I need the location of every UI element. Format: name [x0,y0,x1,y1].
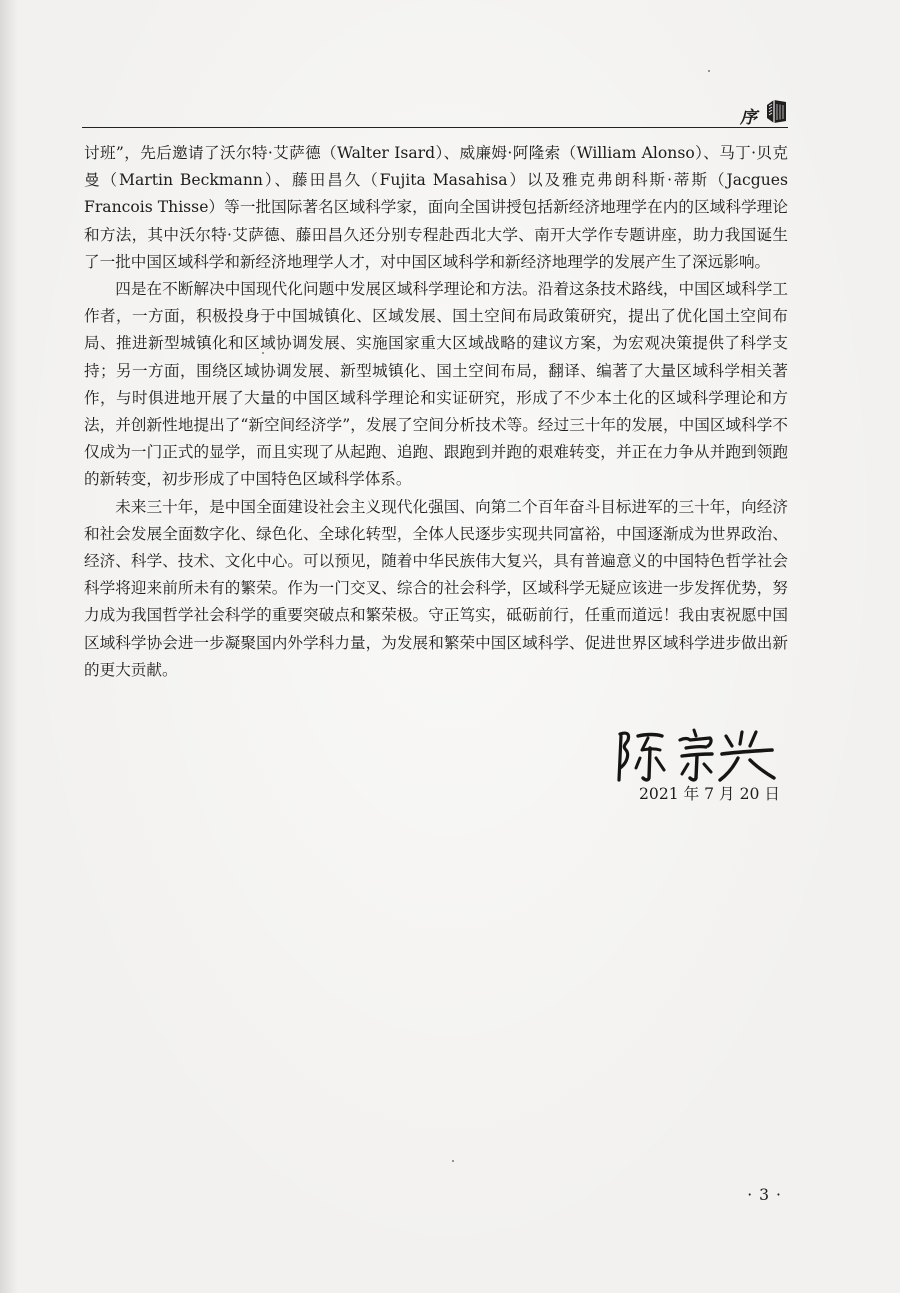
signature-date: 2021 年 7 月 20 日 [638,785,780,803]
scan-speck [262,352,264,354]
handwritten-signature [612,724,782,786]
body-text [84,140,788,684]
scan-speck [708,70,710,72]
section-label: 序 [740,108,758,128]
running-header [82,101,788,128]
scan-speck [452,1160,454,1162]
book-icon [764,97,788,125]
paragraph-continued: 讨班”，先后邀请了沃尔特·艾萨德（Walter Isard）、威廉姆·阿隆索（William Alonso）、马丁·贝克曼（Martin Beckmann）、藤田昌久（Fujita Masahisa）以及雅克弗朗科斯·蒂斯（Jacgues Francois Thisse）等一批国际著名区域科学家，面向全国讲授包括新经济地理学在内的区域科学理论和方法，其中沃尔特·艾萨德、藤田昌久还分别专程赴西北大学、南开大学作专题讲座，助力我国诞生了一批中国区域科学和新经济地理学人才，对中国区域科学和新经济地理学的发展产生了深远影响。 [84,144,788,271]
paragraph-fourth-point: 四是在不断解决中国现代化问题中发展区域科学理论和方法。沿着这条技术路线，中国区域科学工作者，一方面，积极投身于中国城镇化、区域发展、国土空间布局政策研究，提出了优化国土空间布局、推进新型城镇化和区域协调发展、实施国家重大区域战略的建议方案，为宏观决策提供了科学支持；另一方面，围绕区域协调发展、新型城镇化、国土空间布局，翻译、编著了大量区域科学相关著作，与时俱进地开展了大量的中国区域科学理论和实证研究，形成了不少本土化的区域科学理论和方法，并创新性地提出了“新空间经济学”，发展了空间分析技术等。经过三十年的发展，中国区域科学不仅成为一门正式的显学，而且实现了从起跑、追跑、跟跑到并跑的艰难转变，并正在力争从并跑到领跑的新转变，初步形成了中国特色区域科学体系。 [84,280,788,489]
paragraph-future: 未来三十年，是中国全面建设社会主义现代化强国、向第二个百年奋斗目标进军的三十年，向经济和社会发展全面数字化、绿色化、全球化转型，全体人民逐步实现共同富裕，中国逐渐成为世界政治、经济、科学、技术、文化中心。可以预见，随着中华民族伟大复兴，具有普遍意义的中国特色哲学社会科学将迎来前所未有的繁荣。作为一门交叉、综合的社会科学，区域科学无疑应该进一步发挥优势，努力成为我国哲学社会科学的重要突破点和繁荣极。守正笃实，砥砺前行，任重而道远！我由衷祝愿中国区域科学协会进一步凝聚国内外学科力量，为发展和繁荣中国区域科学、促进世界区域科学进步做出新的更大贡献。 [84,497,788,679]
page-number: · 3 · [747,1186,782,1204]
